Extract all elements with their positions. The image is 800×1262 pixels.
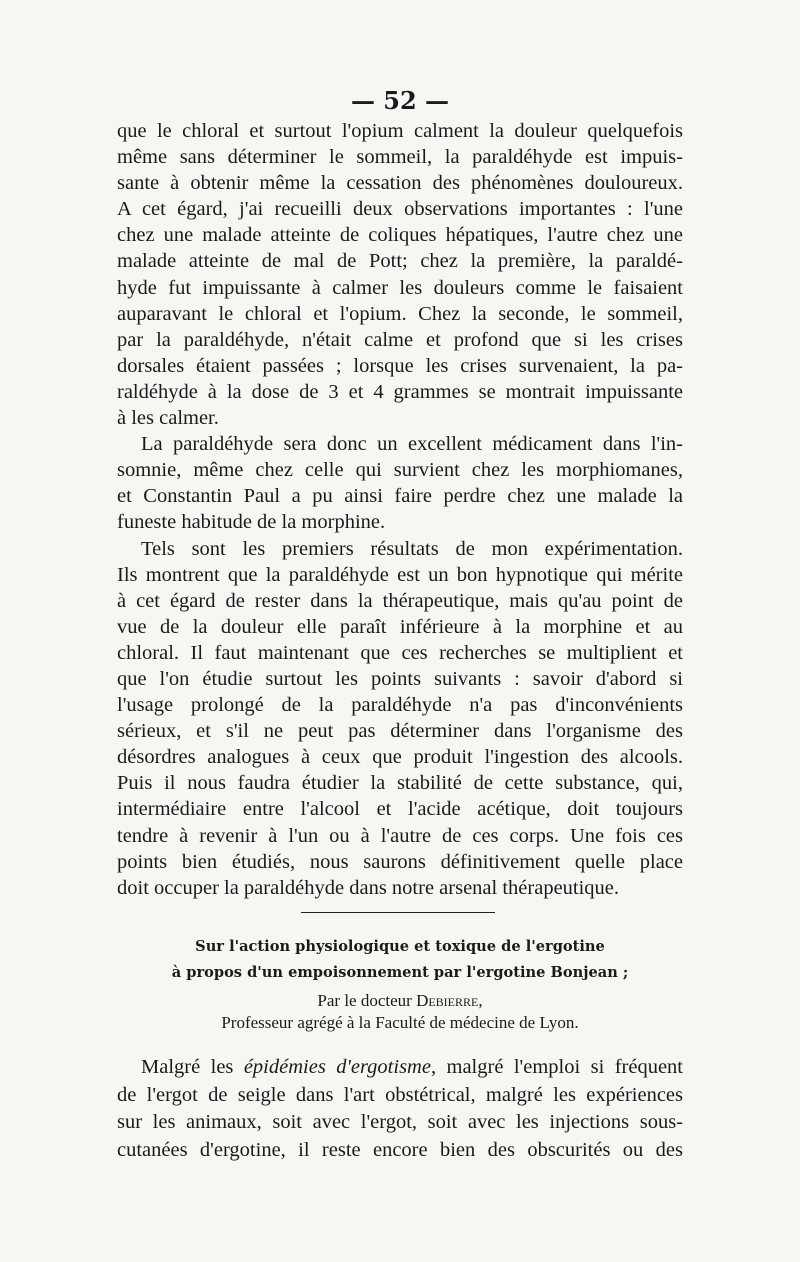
text-line: hyde fut impuissante à calmer les douleurs comme le faisaient (117, 276, 683, 299)
text-line: auparavant le chloral et l'opium. Chez la seconde, le sommeil, (117, 302, 683, 325)
article-line-1a: Malgré les (141, 1056, 244, 1078)
text-line: même sans déterminer le sommeil, la paraldéhyde est impuis- (117, 146, 683, 169)
text-line: que l'on étudie surtout les points suivants : savoir d'abord si (117, 667, 683, 690)
author-affiliation: Professeur agrégé à la Faculté de médecine de Lyon. (221, 1013, 579, 1032)
article-body (117, 1054, 683, 1164)
text-line: tendre à revenir à l'un ou à l'autre de ces corps. Une fois ces (117, 824, 683, 847)
section-divider (301, 912, 495, 913)
text-line: Ils montrent que la paraldéhyde est un bon hypnotique qui mérite (117, 563, 683, 586)
text-line: somnie, même chez celle qui survient chez les morphiomanes, (117, 459, 683, 482)
text-line: sante à obtenir même la cessation des phénomènes douloureux. (117, 172, 683, 195)
text-line: A cet égard, j'ai recueilli deux observations importantes : l'une (117, 198, 683, 221)
author-line (117, 990, 683, 1012)
text-line: l'usage prolongé de la paraldéhyde n'a pas d'inconvénients (117, 694, 683, 717)
text-line: chez une malade atteinte de coliques hépatiques, l'autre chez une (117, 224, 683, 247)
text-line: que le chloral et surtout l'opium calment la douleur quelquefois (117, 120, 683, 142)
emphasis-ergotisme: épidémies d'ergotisme (243, 1056, 431, 1078)
text-line: intermédiaire entre l'alcool et l'acide acétique, doit toujours (117, 798, 683, 821)
text-line: raldéhyde à la dose de 3 et 4 grammes se montrait impuissante (117, 380, 683, 403)
article-line (117, 1054, 683, 1082)
author-name: Debierre, (416, 991, 483, 1010)
text-line: points bien étudiés, nous saurons définitivement quelle place (117, 850, 683, 873)
article-line-1b: , malgré l'emploi si fréquent (430, 1056, 683, 1078)
author-prefix: Par le docteur (317, 991, 417, 1010)
byline (117, 990, 683, 1034)
article-title (117, 934, 683, 986)
text-line: malade atteinte de mal de Pott; chez la première, la paraldé- (117, 250, 683, 273)
text-line: Tels sont les premiers résultats de mon expérimentation. (141, 537, 683, 560)
text-line: désordres analogues à ceux que produit l'ingestion des alcools. (117, 746, 683, 769)
text-line: vue de la douleur elle paraît inférieure à la morphine et au (117, 615, 683, 638)
text-line: par la paraldéhyde, n'était calme et profond que si les crises (117, 328, 683, 351)
text-line: sérieux, et s'il ne peut pas déterminer dans l'organisme des (117, 720, 683, 743)
text-line: Puis il nous faudra étudier la stabilité de cette substance, qui, (117, 772, 683, 795)
text-line: La paraldéhyde sera donc un excellent médicament dans l'in- (141, 433, 683, 456)
article-title-line-1: Sur l'action physiologique et toxique de l'ergotine (195, 938, 605, 955)
page-number: — 52 — (350, 86, 450, 115)
article-title-line-2: à propos d'un empoisonnement par l'ergotine Bonjean ; (171, 964, 629, 981)
article-line: sur les animaux, soit avec l'ergot, soit avec les injections sous- (117, 1111, 683, 1133)
text-line: chloral. Il faut maintenant que ces recherches se multiplient et (117, 641, 683, 664)
article-line: de l'ergot de seigle dans l'art obstétrical, malgré les expériences (117, 1083, 683, 1106)
main-text (117, 118, 683, 901)
text-line: funeste habitude de la morphine. (117, 511, 386, 534)
text-line: doit occuper la paraldéhyde dans notre arsenal thérapeutique. (117, 876, 620, 899)
text-line: à les calmer. (117, 407, 219, 430)
article-line: cutanées d'ergotine, il reste encore bien des obscurités ou des (117, 1138, 683, 1161)
text-line: et Constantin Paul a pu ainsi faire perdre chez une malade la (117, 485, 683, 508)
text-line: à cet égard de rester dans la thérapeutique, mais qu'au point de (117, 589, 683, 612)
text-line: dorsales étaient passées ; lorsque les crises survenaient, la pa- (117, 354, 683, 377)
